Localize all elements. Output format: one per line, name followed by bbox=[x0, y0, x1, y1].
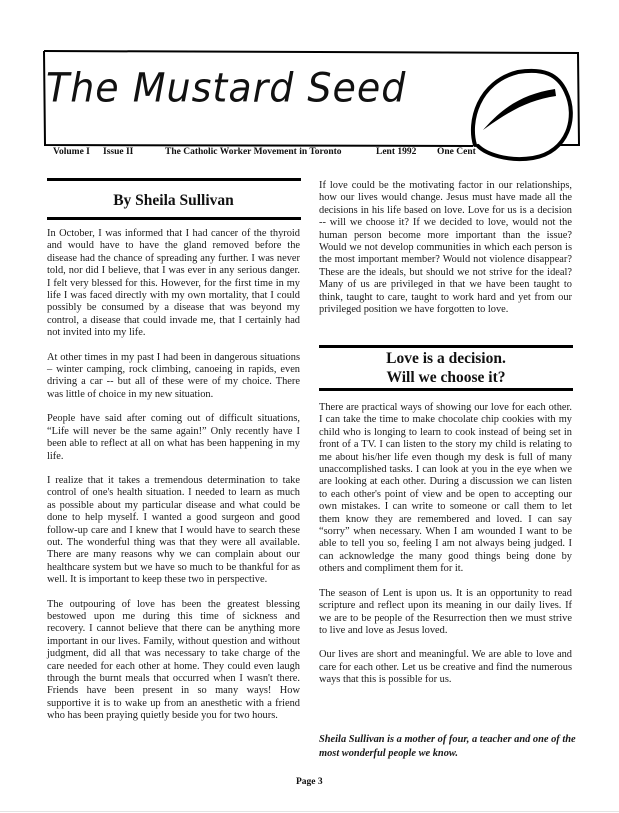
issue-label: Issue II bbox=[103, 147, 134, 157]
season-label: Lent 1992 bbox=[376, 147, 417, 157]
right-column-bottom bbox=[319, 402, 572, 699]
paragraph: Our lives are short and meaningful. We are able to love and care for each other. Let us be creative and find the numerous ways that this is possible for us. bbox=[319, 649, 572, 686]
pull-heading-top-rule bbox=[319, 345, 573, 348]
paragraph: There are practical ways of showing our love for each other. I can take the time to make chocolate chip cookies with my child who is longing to learn to cook instead of being set in front of a TV. I can listen to the story my child is relating to me about his/her life even though my desk is full of many unaccomplished tasks. I can look at you in the eye when we are looking at each other. During a discussion we can listen to each other's point of view and be open to accepting our own mistakes. I can write to someone or call them to let them know they are remembered and loved. I can say “sorry” when necessary. When I am wounded I want to be able to tell you so, feeling I am not always being judged. I can acknowledge the many good things being done by others and compliment them for it. bbox=[319, 402, 572, 575]
byline-top-rule bbox=[47, 178, 301, 181]
masthead bbox=[38, 42, 584, 146]
left-column bbox=[47, 228, 300, 735]
paragraph: The season of Lent is upon us. It is an opportunity to read scripture and reflect upon its meaning in our daily lives. If we are to be people of the Resurrection then we must strive to live and love as Jesus loved. bbox=[319, 587, 572, 636]
byline-bottom-rule bbox=[47, 217, 301, 220]
organization-label: The Catholic Worker Movement in Toronto bbox=[165, 147, 342, 157]
pull-heading bbox=[319, 349, 573, 387]
masthead-info-bar bbox=[0, 147, 619, 161]
mustard-seed-icon bbox=[473, 71, 571, 159]
paragraph: At other times in my past I had been in dangerous situations – winter camping, rock climbing, canoeing in rapids, even driving a car -- but all of these were of my choice. There was little of choice in my new situation. bbox=[47, 351, 300, 400]
paragraph: In October, I was informed that I had cancer of the thyroid and would have to have the gland removed before the disease had the chance of spreading any further. I was never told, nor did I believe, that I was ever in any serious danger. I felt very blessed for this. However, for the first time in my life I was faced directly with my own mortality, that I could possibly be consumed by a disease that was beyond my control, a disease that could invade me, that I certainly had not invited into my life. bbox=[47, 228, 300, 339]
right-column-top bbox=[319, 180, 572, 328]
paragraph: If love could be the motivating factor in our relationships, how our lives would change. Jesus must have made all the decisions in his life based on love. Love for us is a decision -- will we choose it? If we decided to love, would not the human person become more important than the issue? Would we not develop communities in which each person is the most important member? Would not violence disappear? These are the ideals, but should we not strive for the ideal? Many of us are privileged in that we have been taught to think, taught to care, taught to work hard and yet from our privileged position we have forgotten to love. bbox=[319, 180, 572, 316]
masthead-frame bbox=[38, 42, 584, 182]
pull-heading-line-2: Will we choose it? bbox=[386, 369, 506, 386]
page-bottom-edge bbox=[0, 811, 619, 812]
price-label: One Cent bbox=[437, 147, 476, 157]
byline: By Sheila Sullivan bbox=[113, 192, 234, 209]
paragraph: The outpouring of love has been the greatest blessing bestowed upon me during this time of sickness and recovery. I cannot believe that there can be anything more important in our lives. Family, without question and without judgment, did all that was necessary to take charge of the care needed for each other at home. They could even laugh through the burnt meals that occurred when I wasn't there. Friends have been present in so many ways! How supportive it is to wake up from an anesthetic with a friend who has been praying quietly beside you for two hours. bbox=[47, 598, 300, 722]
paragraph: I realize that it takes a tremendous determination to take control of one's health situation. I needed to learn as much as possible about my particular disease and what could be done to help myself. I wanted a good surgeon and good follow-up care and I knew that I would have to search these out. The wonderful thing was that they were all available. There are many reasons why we can complain about our healthcare system but we have so much to be thankful for as well. It is important to keep these two in perspective. bbox=[47, 474, 300, 586]
pull-heading-bottom-rule bbox=[319, 388, 573, 391]
pull-heading-line-1: Love is a decision. bbox=[386, 350, 506, 367]
masthead-title: The Mustard Seed bbox=[46, 64, 407, 112]
volume-label: Volume I bbox=[53, 147, 90, 157]
page-number: Page 3 bbox=[296, 777, 323, 787]
author-bio: Sheila Sullivan is a mother of four, a teacher and one of the most wonderful people we know. bbox=[319, 734, 576, 759]
paragraph: People have said after coming out of difficult situations, “Life will never be the same again!” Only recently have I been able to reflect at all on what has been happening in my life. bbox=[47, 413, 300, 462]
